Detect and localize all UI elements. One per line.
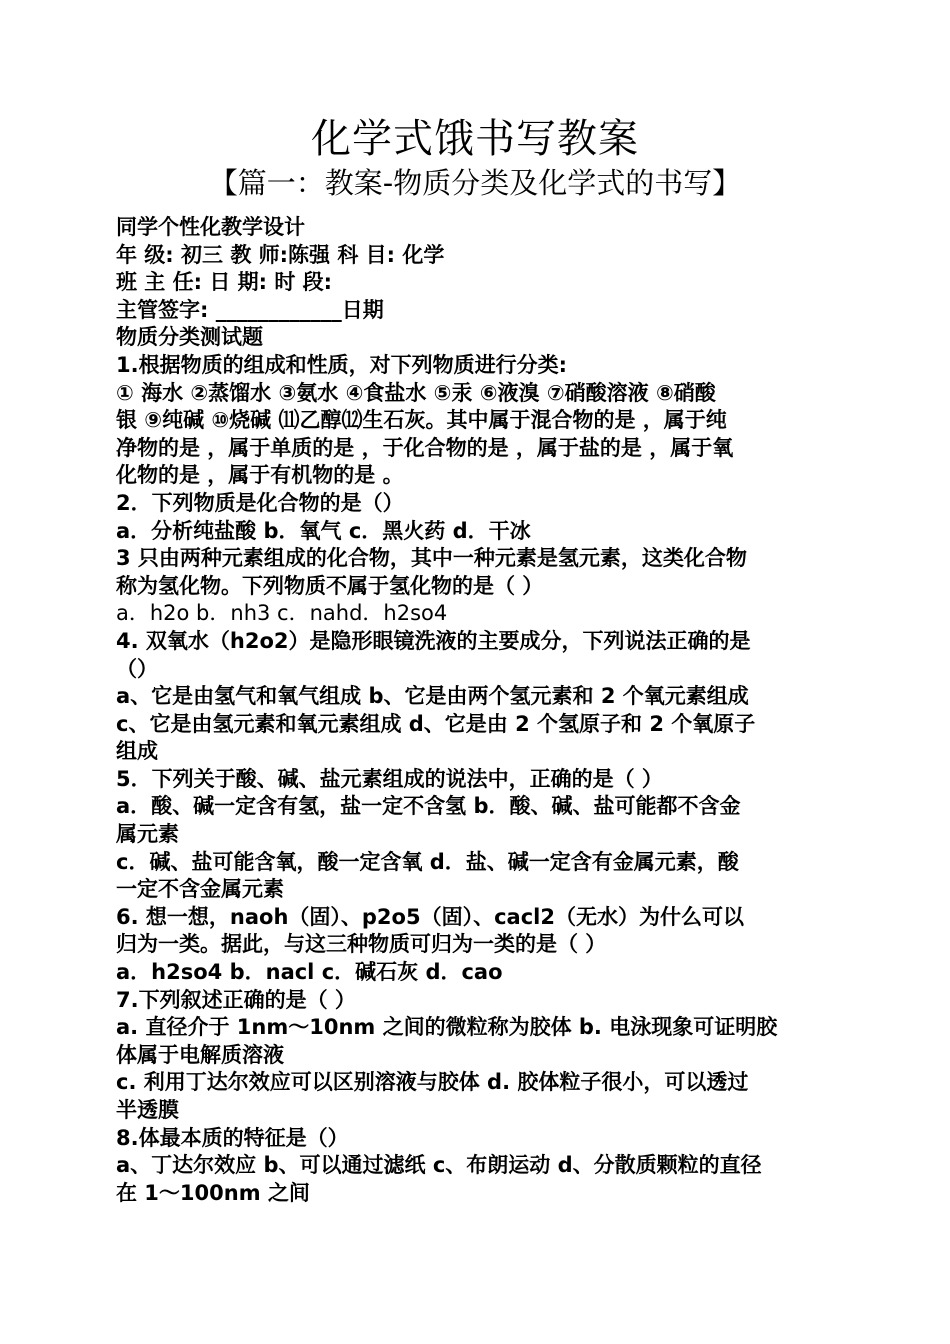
- text-line: 化物的是 ，属于有机物的是 。: [116, 463, 404, 488]
- text-line: 组成: [116, 739, 158, 764]
- document-body: [116, 214, 838, 1207]
- text-line: 1.根据物质的组成和性质，对下列物质进行分类:: [116, 352, 567, 377]
- text-line: 7.下列叙述正确的是（ ）: [116, 987, 356, 1012]
- document-subtitle: 【篇一：教案-物质分类及化学式的书写】: [208, 166, 742, 200]
- text-line: c、它是由氢元素和氧元素组成 d、它是由 2 个氢原子和 2 个氧原子: [116, 711, 756, 736]
- text-line: 8.体最本质的特征是（）: [116, 1125, 349, 1150]
- text-line: 物质分类测试题: [116, 325, 263, 350]
- text-line: 半透膜: [116, 1098, 179, 1122]
- document-title: 化学式饿书写教案: [311, 116, 639, 162]
- text-line: 主管签字: ____________日期: [116, 297, 384, 322]
- text-line: 体属于电解质溶液: [116, 1042, 284, 1067]
- text-line: 班 主 任: 日 期: 时 段:: [116, 270, 333, 295]
- text-line: 属元素: [116, 822, 179, 847]
- text-line: a．分析纯盐酸 b．氧气 c．黑火药 d．干冰: [116, 518, 531, 543]
- text-line: 5．下列关于酸、碱、盐元素组成的说法中，正确的是（ ）: [116, 766, 663, 791]
- text-line: 在 1～100nm 之间: [116, 1180, 310, 1205]
- text-line: 归为一类。据此，与这三种物质可归为一类的是（ ）: [116, 932, 607, 957]
- text-line: a、丁达尔效应 b、可以通过滤纸 c、布朗运动 d、分散质颗粒的直径: [116, 1153, 762, 1178]
- text-line: a．h2so4 b．nacl c．碱石灰 d．cao: [116, 960, 503, 985]
- text-line: 净物的是 ，属于单质的是 ，于化合物的是 ，属于盐的是 ，属于氧: [116, 435, 734, 460]
- text-line: 同学个性化教学设计: [116, 215, 305, 239]
- text-line: 4. 双氧水（h2o2）是隐形眼镜洗液的主要成分，下列说法正确的是: [116, 628, 751, 653]
- text-line: c. 利用丁达尔效应可以区别溶液与胶体 d. 胶体粒子很小，可以透过: [116, 1070, 749, 1095]
- text-line: 一定不含金属元素: [116, 877, 284, 902]
- text-line: 银 ⑨纯碱 ⑩烧碱 ⑾乙醇⑿生石灰。其中属于混合物的是 ，属于纯: [116, 408, 727, 433]
- text-line: c．碱、盐可能含氧，酸一定含氧 d．盐、碱一定含有金属元素，酸: [116, 849, 739, 874]
- text-line: 年 级: 初三 教 师:陈强 科 目: 化学: [116, 242, 445, 267]
- text-line: a．酸、碱一定含有氢，盐一定不含氢 b．酸、碱、盐可能都不含金: [116, 794, 741, 819]
- text-line: a．h2o b．nh3 c．nahd．h2so4: [116, 601, 448, 626]
- text-line: 2．下列物质是化合物的是（）: [116, 490, 404, 515]
- text-line: ① 海水 ②蒸馏水 ③氨水 ④食盐水 ⑤汞 ⑥液溴 ⑦硝酸溶液 ⑧硝酸: [116, 380, 716, 405]
- text-line: 3 只由两种元素组成的化合物，其中一种元素是氢元素，这类化合物: [116, 546, 747, 571]
- text-line: 称为氢化物。下列物质不属于氢化物的是（ ）: [116, 573, 544, 598]
- text-line: a、它是由氢气和氧气组成 b、它是由两个氢元素和 2 个氧元素组成: [116, 684, 749, 709]
- text-line: a. 直径介于 1nm～10nm 之间的微粒称为胶体 b. 电泳现象可证明胶: [116, 1015, 778, 1040]
- text-line: 6. 想一想，naoh（固）、p2o5（固）、cacl2（无水）为什么可以: [116, 904, 744, 929]
- text-line: （）: [116, 656, 158, 681]
